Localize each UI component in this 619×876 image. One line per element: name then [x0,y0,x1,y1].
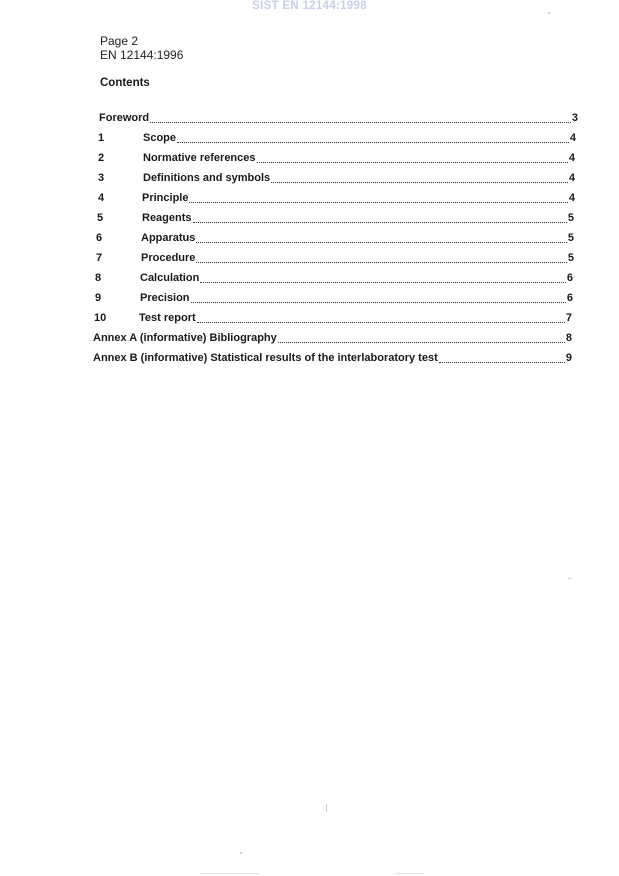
toc-entry-page: 4 [568,192,575,204]
toc-entry[interactable] [94,310,572,325]
toc-entry-page: 5 [567,232,574,244]
toc-entry-title: Foreword [99,112,150,124]
toc-entry[interactable] [98,150,575,165]
toc-entry-title: Precision [140,292,190,304]
toc-entry-page: 5 [567,252,574,264]
toc-entry-number: 7 [96,252,103,264]
toc-dot-leader [197,321,565,323]
toc-entry-title: Annex A (informative) Bibliography [93,332,277,344]
toc-entry[interactable] [98,190,575,205]
toc-entry[interactable] [97,210,574,225]
toc-entry-page: 8 [565,332,572,344]
toc-entry-number: 8 [95,272,102,284]
contents-heading: Contents [100,77,150,89]
toc-entry-number: 9 [95,292,102,304]
toc-entry[interactable] [98,170,575,185]
toc-entry-number: 3 [98,172,105,184]
toc-dot-leader [271,181,568,183]
toc-dot-leader [257,161,568,163]
toc-entry[interactable] [95,270,573,285]
toc-entry[interactable] [93,350,572,365]
toc-entry-number: 6 [96,232,103,244]
scan-speck [326,804,327,812]
toc-entry[interactable] [96,230,574,245]
toc-dot-leader [200,281,566,283]
scan-speck [395,873,425,874]
scan-speck [240,852,242,854]
toc-entry[interactable] [99,110,578,125]
toc-entry-title: Scope [143,132,177,144]
toc-entry[interactable] [93,330,572,345]
toc-entry-number: 2 [98,152,105,164]
toc-entry-title: Procedure [141,252,196,264]
toc-entry-title: Test report [139,312,196,324]
toc-entry-page: 3 [571,112,578,124]
toc-entry[interactable] [98,130,576,145]
toc-entry-page: 6 [566,292,573,304]
toc-entry-page: 5 [567,212,574,224]
toc-entry[interactable] [96,250,574,265]
toc-dot-leader [150,121,571,123]
toc-entry-page: 7 [565,312,572,324]
toc-entry-number: 4 [98,192,105,204]
scan-speck [200,873,260,874]
toc-entry-title: Apparatus [141,232,196,244]
toc-entry-number: 5 [97,212,104,224]
toc-entry-title: Annex B (informative) Statistical results of the interlaboratory test [93,352,438,364]
page-number: Page 2 [100,34,139,48]
toc-dot-leader [189,201,567,203]
scan-speck [548,12,550,14]
toc-dot-leader [193,221,567,223]
toc-entry-title: Calculation [140,272,200,284]
toc-entry-page: 4 [568,152,575,164]
toc-dot-leader [278,341,565,343]
toc-entry-page: 9 [565,352,572,364]
toc-entry-number: 10 [94,312,107,324]
toc-dot-leader [439,361,565,363]
toc-entry-number: 1 [98,132,105,144]
toc-entry-page: 4 [568,172,575,184]
toc-dot-leader [196,241,566,243]
toc-entry-title: Normative references [143,152,256,164]
toc-entry-title: Reagents [142,212,192,224]
document-id: EN 12144:1996 [100,48,184,62]
toc-entry-page: 6 [566,272,573,284]
toc-dot-leader [177,141,569,143]
toc-entry-title: Definitions and symbols [143,172,271,184]
toc-dot-leader [191,301,566,303]
toc-entry[interactable] [95,290,573,305]
watermark: SIST EN 12144:1998 [252,0,367,12]
toc-entry-title: Principle [142,192,189,204]
scan-speck [568,578,571,579]
toc-entry-page: 4 [569,132,576,144]
toc-dot-leader [196,261,566,263]
